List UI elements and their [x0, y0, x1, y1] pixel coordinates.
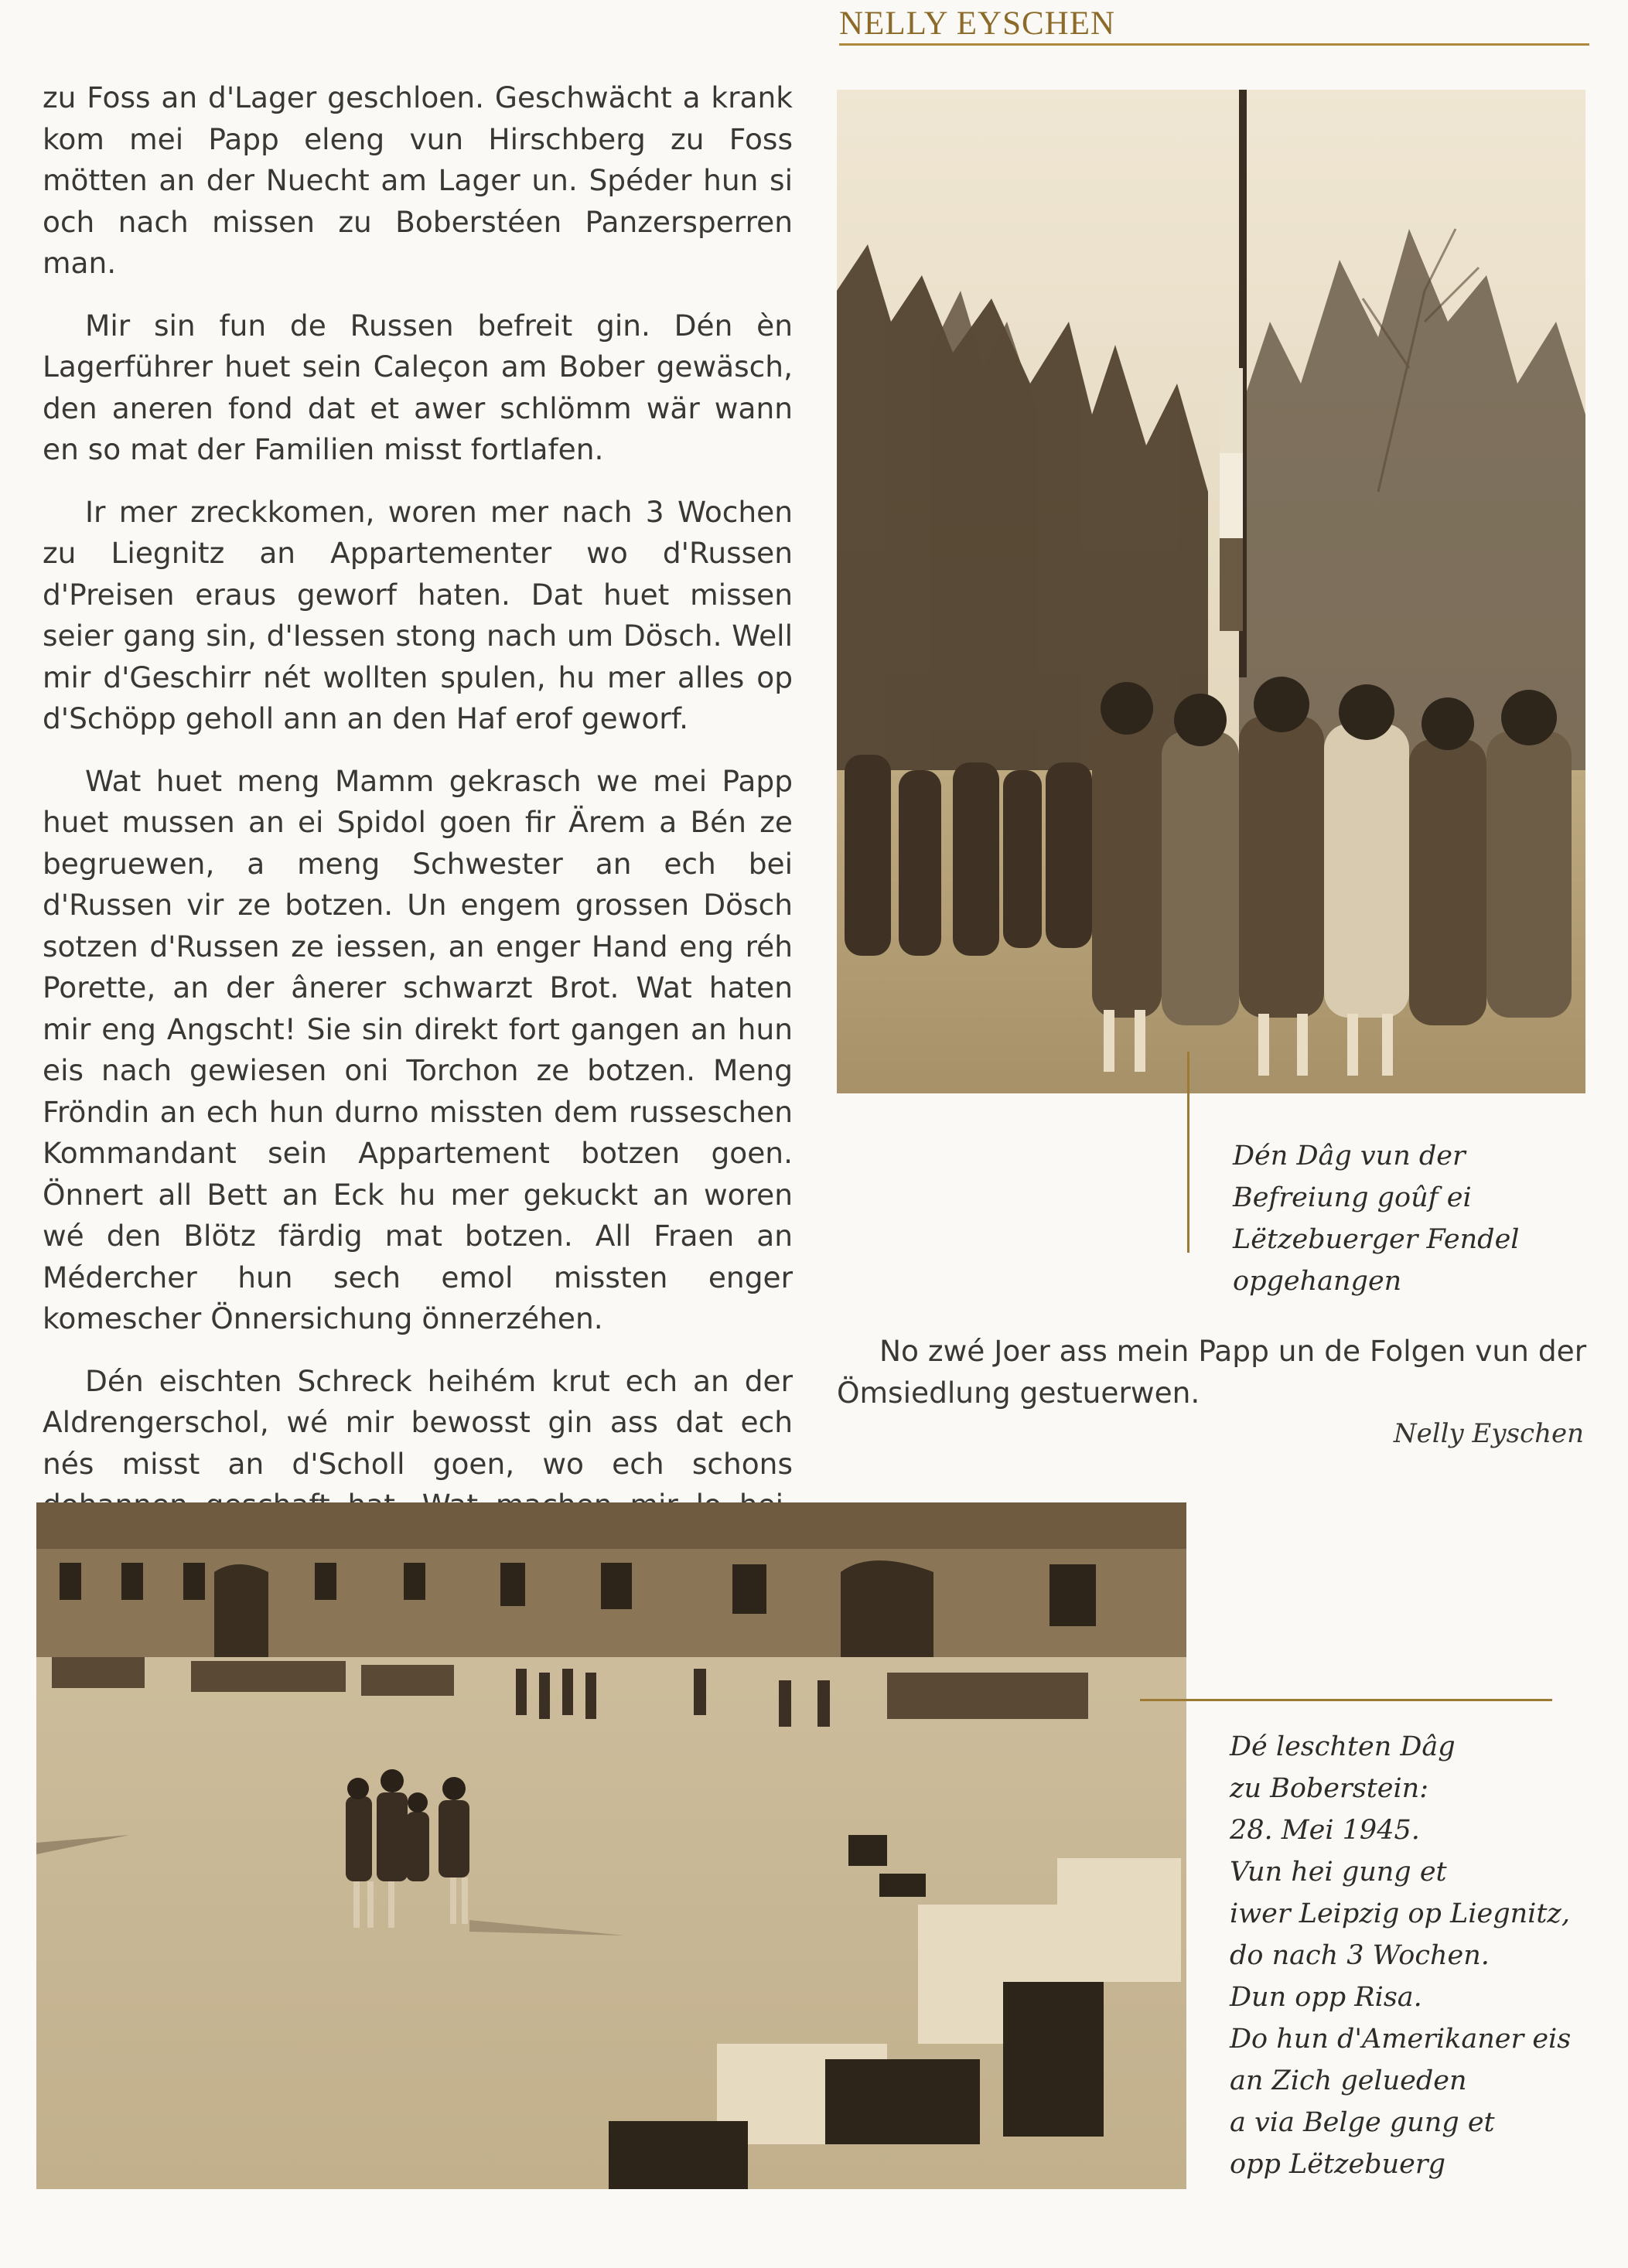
article-paragraph-2: Mir sin fun de Russen befreit gin. Dén èn Lagerführer huet sein Caleçon am Bober gewäsch, den aneren fond dat et awer schlömm wär wann en so mat der Familien misst fortlafen.	[43, 308, 793, 466]
liberation-day-photo-illustration	[837, 90, 1585, 1093]
caption-line: do nach 3 Wochen.	[1230, 1940, 1490, 1971]
article-paragraph-3: Ir mer zreckkomen, woren mer nach 3 Wochen zu Liegnitz an Appartementer wo d'Russen d'Preisen eraus geworf haten. Dat huet missen seier gang sin, d'Iessen stong nach um Dösch. Well mir d'Geschirr nét wollten spulen, hu mer alles op d'Schöpp geholl ann an den Haf erof geworf.	[43, 494, 793, 735]
caption-line: opp Lëtzebuerg	[1230, 2149, 1445, 2180]
header-rule	[839, 43, 1589, 46]
caption-line: Dé leschten Dâg	[1230, 1731, 1456, 1762]
caption-line: iwer Leipzig op Liegnitz,	[1230, 1898, 1570, 1929]
boberstein-caption	[1230, 1726, 1601, 2185]
author-header: NELLY EYSCHEN	[839, 5, 1116, 42]
boberstein-courtyard-photo-illustration	[36, 1502, 1186, 2189]
boberstein-courtyard-photo	[36, 1502, 1186, 2189]
caption-line: Do hun d'Amerikaner eis	[1230, 2024, 1572, 2055]
author-signature: Nelly Eyschen	[1393, 1418, 1584, 1449]
caption-line: an Zich gelueden	[1230, 2065, 1467, 2096]
article-paragraph-1: zu Foss an d'Lager geschloen. Geschwächt a krank kom mei Papp eleng vun Hirschberg zu Foss mötten an der Nuecht am Lager un. Spéder hun si och nach missen zu Boberstéen Panzersperren man.	[43, 80, 793, 280]
caption-rule-horizontal	[1140, 1699, 1552, 1701]
caption-line: Dun opp Risa.	[1230, 1982, 1422, 2013]
article-paragraph-5: Dén eischten Schreck heihém krut ech an der Aldrengerschol, wé mir bewosst gin ass dat ech nés misst an d'Scholl goen, wo ech schons	[43, 1363, 793, 1481]
caption-line: 28. Mei 1945.	[1230, 1815, 1420, 1846]
caption-line: Vun hei gung et	[1230, 1857, 1447, 1888]
liberation-day-caption: Dén Dâg vun der Befreiung goûf ei Lëtzebuerger Fendel opgehangen	[1233, 1141, 1520, 1297]
closing-paragraph: No zwé Joer ass mein Papp un de Folgen vun der Ömsiedlung gestuerwen.	[837, 1334, 1587, 1410]
article-body	[43, 77, 793, 1630]
caption-rule-vertical	[1187, 1052, 1189, 1253]
caption-line: zu Boberstein:	[1230, 1773, 1429, 1804]
liberation-day-photo	[837, 90, 1585, 1093]
caption-line: a via Belge gung et	[1230, 2107, 1495, 2138]
article-paragraph-4: Wat huet meng Mamm gekrasch we mei Papp huet mussen an ei Spidol goen fir Ärem a Bén ze begruewen, a meng Schwester an ech bei d'Russen vir ze botzen. Un engem grossen Dösch sotzen d'Russen ze iessen, an enger Hand eng réh Porette, an der ânerer schwarzt Brot. Wat haten mir eng Angscht! Sie sin direkt fort gangen an hun eis nach gewiesen oni Torchon ze botzen. Meng Fröndin an ech hun durno missten dem russeschen Kommandant sein Appartement botzen goen. Önnert all Bett an Eck hu mer gekuckt an woren wé den Blötz färdig mat botzen. All Fraen an Médercher hun sech emol missten enger komescher Önnersichung önnerzéhen.	[43, 763, 793, 1335]
